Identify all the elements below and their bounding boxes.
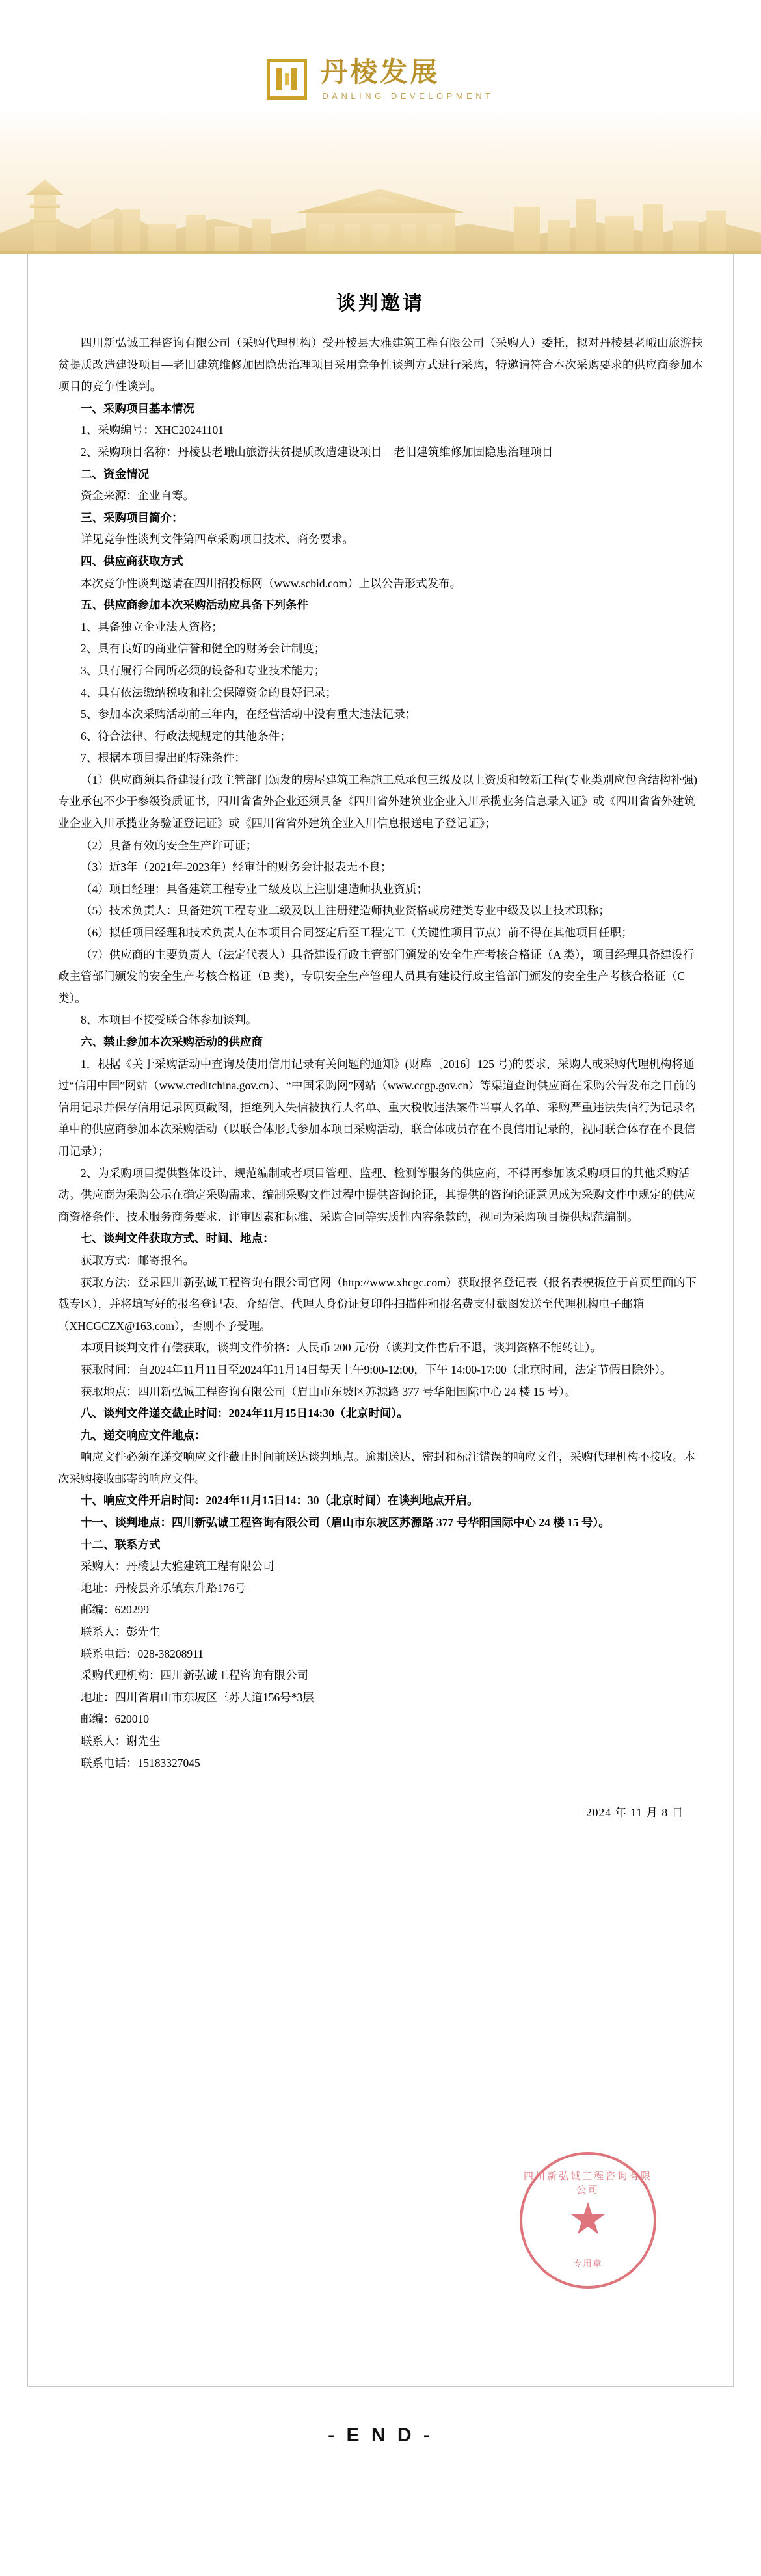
end-mark: - E N D -: [328, 2424, 433, 2446]
section-heading-3: 三、采购项目简介：: [81, 511, 183, 524]
contact-purchaser-phone: 联系电话：028-38208911: [81, 1647, 204, 1660]
brand-name-cn: 丹棱发展: [320, 57, 440, 87]
section-4-line-1: 本次竞争性谈判邀请在四川招投标网（www.scbid.com）上以公告形式发布。: [81, 576, 462, 590]
contact-purchaser-name: 采购人：丹棱县大雅建筑工程有限公司: [81, 1560, 274, 1573]
seal-bottom-text: 专用章: [573, 2259, 603, 2268]
contact-purchaser-zip: 邮编：620299: [81, 1603, 149, 1617]
section-6-line-2: 2、为采购项目提供整体设计、规范编制或者项目管理、监理、检测等服务的供应商，不得再参加该采购项目的其他采购活动。供应商为采购公示在确定采购需求、编制采购文件过程中提供咨询论证，其提供的咨询论证意见成为采购文件中规定的供应商资格条件、技术服务商务要求、评审因素和标准、采购合同等实质性内容条款的，视同为采购项目提供规范编制。: [58, 1166, 695, 1223]
contact-purchaser-address: 地址：丹棱县齐乐镇东升路176号: [81, 1581, 246, 1595]
section-7-line-5: 获取地点：四川新弘诚工程咨询有限公司（眉山市东坡区苏源路 377 号华阳国际中心 24 楼 15 号）。: [81, 1385, 576, 1398]
section-heading-10: 十、响应文件开启时间：2024年11月15日14：30（北京时间）在谈判地点开启。: [81, 1494, 479, 1507]
section-7-line-2: 获取方法：登录四川新弘诚工程咨询有限公司官网（http://www.xhcgc.com）获取报名登记表（报名表模板位于首页里面的下载专区），并将填写好的报名登记表、介绍信、代理人身份证复印件扫描件和报名费支付截图发送至代理机构电子邮箱（XHCGCZX@163.com），否则不予受理。: [58, 1275, 697, 1333]
section-1-line-2: 2、采购项目名称：丹棱县老峨山旅游扶贫提质改造建设项目—老旧建筑维修加固隐患治理项目: [81, 445, 554, 458]
section-5-line-5: 5、参加本次采购活动前三年内，在经营活动中没有重大违法记录；: [81, 708, 417, 721]
document-date: 2024 年 11 月 8 日: [586, 1806, 684, 1820]
section-5-line-2: 2、具有良好的商业信誉和健全的财务会计制度；: [81, 642, 326, 656]
section-heading-8: 八、谈判文件递交截止时间：2024年11月15日14:30（北京时间）。: [81, 1407, 408, 1420]
brand-name-en: DANLING DEVELOPMENT: [322, 91, 494, 101]
section-2-line-1: 资金来源：企业自筹。: [81, 489, 194, 503]
section-heading-5: 五、供应商参加本次采购活动应具备下列条件: [81, 598, 308, 612]
gate-frame-logo-icon: [267, 59, 307, 100]
contact-agency-zip: 邮编：620010: [81, 1712, 149, 1726]
section-5-line-7: 7、根据本项目提出的特殊条件：: [81, 751, 246, 765]
section-5-sub-5: （5）技术负责人：具备建筑工程专业二级及以上注册建造师执业资格或房建类专业中级及以上技术职称；: [81, 904, 610, 918]
section-5-sub-6: （6）拟任项目经理和技术负责人在本项目合同签定后至工程完工（关键性项目节点）前不得在其他项目任职；: [81, 926, 633, 940]
document-body: [27, 254, 734, 2387]
section-5-sub-1: （1）供应商须具备建设行政主管部门颁发的房屋建筑工程施工总承包三级及以上资质和较新工程(专业类别应包含结构补强)专业承包不少于参级资质证书，四川省省外企业还须具备《四川省外建筑业企业入川承揽业务信息录入证》或《四川省省外建筑业企业入川承揽业务验证登记证》或《四川省省外建筑企业入川信息报送电子登记证》；: [58, 773, 697, 830]
contact-purchaser-person: 联系人：彭先生: [81, 1625, 161, 1639]
section-7-line-4: 获取时间：自2024年11月11日至2024年11月14日每天上午9:00-12:00，下午 14:00-17:00（北京时间，法定节假日除外）。: [81, 1362, 672, 1376]
intro-paragraph: 四川新弘诚工程咨询有限公司（采购代理机构）受丹棱县大雅建筑工程有限公司（采购人）委托，拟对丹棱县老峨山旅游扶贫提质改造建设项目—老旧建筑维修加固隐患治理项目采用竞争性谈判方式进行采购，特邀请符合本次采购要求的供应商参加本项目的竞争性谈判。: [58, 336, 703, 393]
contact-agency-person: 联系人：谢先生: [81, 1734, 161, 1747]
section-5-line-3: 3、具有履行合同所必须的设备和专业技术能力；: [81, 663, 326, 677]
section-6-line-1: 1．根据《关于采购活动中查询及使用信用记录有关问题的通知》(财库〔2016〕125 号)的要求，采购人或采购代理机构将通过“信用中国”网站（www.creditchina.gov.cn）、“中国采购网”网站（www.ccgp.gov.cn）等渠道查询供应商在采购公告发布之日前的信用记录并保存信用记录网页截图，拒绝列入失信被执行人名单、重大税收违法案件当事人名单、采购严重违法失信行为记录名单中的供应商参加本次采购活动（以联合体形式参加本项目采购活动，联合体成员存在不良信用记录的，视同联合体存在不良信用记录）；: [58, 1057, 697, 1158]
section-heading-7: 七、谈判文件获取方式、时间、地点：: [81, 1232, 274, 1245]
section-heading-4: 四、供应商获取方式: [81, 554, 183, 568]
section-heading-6: 六、禁止参加本次采购活动的供应商: [81, 1035, 263, 1048]
section-7-line-1: 获取方式：邮寄报名。: [81, 1253, 194, 1267]
seal-top-text: 四川新弘诚工程咨询有限公司: [523, 2171, 652, 2196]
section-1-line-1: 1、采购编号：XHC20241101: [81, 423, 224, 437]
contact-agency-phone: 联系电话：15183327045: [81, 1756, 200, 1770]
page-title: 谈判邀请: [336, 293, 425, 314]
contact-agency-name: 采购代理机构：四川新弘诚工程咨询有限公司: [81, 1669, 308, 1682]
section-5-line-8: 8、本项目不接受联合体参加谈判。: [81, 1013, 258, 1027]
section-heading-1: 一、采购项目基本情况: [81, 401, 194, 415]
contact-agency-address: 地址：四川省眉山市东坡区三苏大道156号*3层: [81, 1690, 314, 1704]
section-5-sub-4: （4）项目经理：具备建筑工程专业二级及以上注册建造师执业资质；: [81, 882, 428, 896]
header-banner: [0, 0, 761, 254]
section-heading-9: 九、递交响应文件地点：: [81, 1428, 206, 1442]
section-5-line-1: 1、具备独立企业法人资格；: [81, 620, 223, 633]
skyline-illustration-icon: [0, 156, 761, 254]
brand-text: [320, 57, 494, 101]
section-5-line-6: 6、符合法律、行政法规规定的其他条件；: [81, 729, 291, 743]
seal-star-icon: ★: [570, 2200, 606, 2240]
section-heading-11: 十一、谈判地点：四川新弘诚工程咨询有限公司（眉山市东坡区苏源路 377 号华阳国际中心 24 楼 15 号）。: [81, 1516, 610, 1530]
brand-logo: [0, 57, 761, 101]
section-heading-12: 十二、联系方式: [81, 1537, 161, 1551]
section-7-line-3: 本项目谈判文件有偿获取，谈判文件价格：人民币 200 元/份（谈判文件售后不退，谈判资格不能转让）。: [81, 1341, 602, 1355]
section-5-line-4: 4、具有依法缴纳税收和社会保障资金的良好记录；: [81, 685, 337, 699]
section-3-line-1: 详见竞争性谈判文件第四章采购项目技术、商务要求。: [81, 533, 354, 546]
section-5-sub-2: （2）具备有效的安全生产许可证；: [81, 838, 258, 852]
section-9-line-1: 响应文件必须在递交响应文件截止时间前送达谈判地点。逾期送达、密封和标注错误的响应文件，采购代理机构不接收。本次采购接收邮寄的响应文件。: [58, 1450, 695, 1485]
section-5-sub-3: （3）近3年（2021年-2023年）经审计的财务会计报表无不良；: [81, 860, 392, 874]
section-heading-2: 二、资金情况: [81, 467, 149, 481]
section-5-sub-7: （7）供应商的主要负责人（法定代表人）具备建设行政主管部门颁发的安全生产考核合格证（A 类），项目经理具备建设行政主管部门颁发的安全生产考核合格证（B 类），专职安全生产管理人员具有建设行政主管部门颁发的安全生产考核合格证（C 类）。: [58, 948, 695, 1005]
company-seal: [520, 2152, 656, 2289]
